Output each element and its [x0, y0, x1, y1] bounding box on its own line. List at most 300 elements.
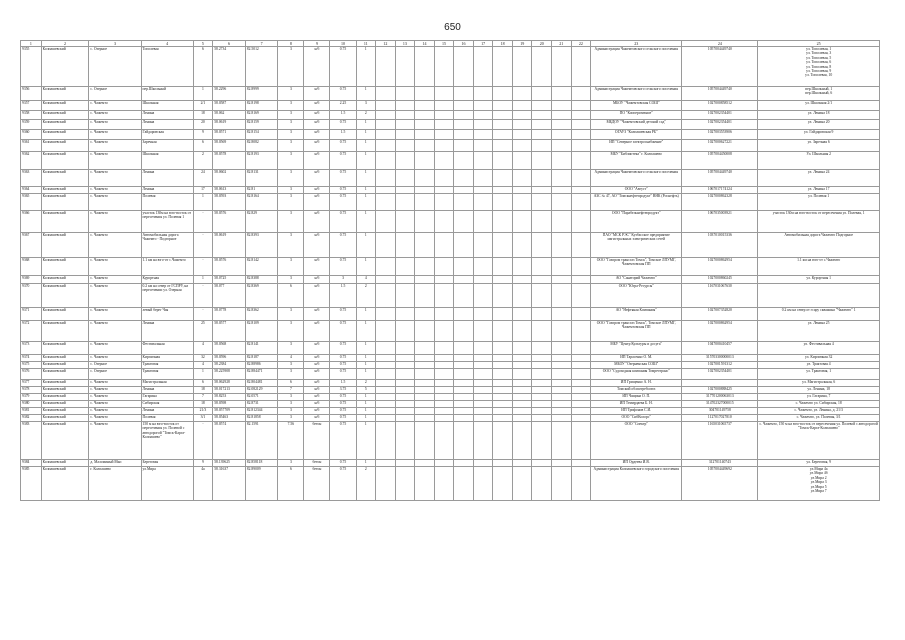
- cell-empty: [454, 258, 474, 276]
- cell-owner: ИП Темирдаева Б. Н.: [591, 401, 682, 408]
- cell-empty: [395, 415, 415, 422]
- cell-house: 17: [193, 187, 213, 194]
- cell-c8: 3: [278, 194, 304, 211]
- cell-c9: н/б: [304, 233, 330, 258]
- cell-empty: [493, 120, 513, 130]
- cell-empty: [493, 362, 513, 369]
- cell-empty: [454, 460, 474, 467]
- cell-lon: 82.8393: [245, 233, 278, 258]
- cell-empty: [571, 460, 591, 467]
- cell-empty: [415, 47, 435, 87]
- cell-c10: 3: [330, 276, 356, 284]
- cell-street: Трактовая: [141, 369, 193, 380]
- cell-house: -: [193, 422, 213, 460]
- cell-sources: с. Чажемто ул. Сибирская, 18: [758, 401, 880, 408]
- cell-empty: [552, 87, 572, 101]
- cell-empty: [376, 422, 396, 460]
- cell-sources: ул. Ленина, 18: [758, 387, 880, 394]
- cell-settlement: с. Озерное: [89, 87, 141, 101]
- cell-empty: [571, 415, 591, 422]
- cell-owner: Томский облпотребсоюз: [591, 387, 682, 394]
- cell-house: -: [193, 284, 213, 308]
- cell-c11: 1: [356, 408, 376, 415]
- cell-c9: н/б: [304, 276, 330, 284]
- cell-empty: [473, 187, 493, 194]
- table-row: [21, 401, 880, 408]
- cell-ogrn: 1057004449692: [682, 467, 758, 501]
- cell-c10: 0.75: [330, 187, 356, 194]
- cell-settlement: с. Чажемто: [89, 415, 141, 422]
- cell-ogrn: 1047000410457: [682, 342, 758, 355]
- cell-empty: [473, 342, 493, 355]
- cell-c11: 1: [356, 187, 376, 194]
- cell-empty: [552, 233, 572, 258]
- cell-house: 9: [193, 460, 213, 467]
- cell-district: Колпашевский: [41, 342, 89, 355]
- cell-empty: [454, 342, 474, 355]
- cell-settlement: с. Чажемто: [89, 120, 141, 130]
- cell-ogrn: 317701200063013: [682, 394, 758, 401]
- cell-c8: 3: [278, 460, 304, 467]
- cell-empty: [415, 460, 435, 467]
- cell-empty: [415, 140, 435, 152]
- cell-owner: АО "Санаторий Чажемто": [591, 276, 682, 284]
- cell-sources: ул. Школьная 2/1: [758, 101, 880, 111]
- cell-owner: МБОУ "Озерненская СОШ": [591, 362, 682, 369]
- cell-district: Колпашевский: [41, 111, 89, 120]
- cell-house: 2/1: [193, 101, 213, 111]
- cell-district: Колпашевский: [41, 211, 89, 233]
- cell-street: Трактовая: [141, 362, 193, 369]
- cell-house: 4а: [193, 467, 213, 501]
- cell-empty: [532, 460, 552, 467]
- cell-empty: [395, 194, 415, 211]
- cell-empty: [493, 170, 513, 187]
- cell-empty: [376, 187, 396, 194]
- cell-empty: [454, 170, 474, 187]
- cell-c8: 3: [278, 120, 304, 130]
- cell-empty: [493, 467, 513, 501]
- cell-district: Колпашевский: [41, 120, 89, 130]
- cell-c11: 1: [356, 258, 376, 276]
- cell-c9: бетон: [304, 460, 330, 467]
- cell-lat: 58.0578: [213, 152, 246, 170]
- cell-lon: 82.858118: [245, 460, 278, 467]
- cell-empty: [571, 422, 591, 460]
- cell-c10: 0.75: [330, 47, 356, 87]
- cell-empty: [493, 284, 513, 308]
- cell-empty: [434, 369, 454, 380]
- cell-c11: 1: [356, 355, 376, 362]
- cell-empty: [415, 415, 435, 422]
- cell-street: Школьная: [141, 152, 193, 170]
- cell-c8: 3: [278, 170, 304, 187]
- cell-c8: 3: [278, 111, 304, 120]
- cell-c11: 2: [356, 111, 376, 120]
- cell-c9: н/б: [304, 170, 330, 187]
- cell-c10: 0.75: [330, 460, 356, 467]
- cell-ogrn: 315703300000013: [682, 355, 758, 362]
- cell-empty: [415, 355, 435, 362]
- cell-empty: [454, 387, 474, 394]
- cell-lat: 58.0587: [213, 101, 246, 111]
- cell-empty: [395, 111, 415, 120]
- cell-district: Колпашевский: [41, 467, 89, 501]
- cell-lon: 82.8141: [245, 342, 278, 355]
- cell-c10: 0.75: [330, 362, 356, 369]
- cell-id: 9376: [21, 369, 42, 380]
- cell-empty: [376, 140, 396, 152]
- cell-lat: 58.0725: [213, 276, 246, 284]
- cell-c8: 3: [278, 152, 304, 170]
- cell-empty: [512, 355, 532, 362]
- cell-c8: 3: [278, 187, 304, 194]
- cell-lon: 82.8154: [245, 130, 278, 140]
- cell-empty: [493, 140, 513, 152]
- cell-ogrn: 1027007352820: [682, 308, 758, 321]
- cell-c10: 0.75: [330, 369, 356, 380]
- cell-empty: [454, 408, 474, 415]
- cell-lat: 58.0602: [213, 170, 246, 187]
- cell-empty: [434, 258, 454, 276]
- cell-empty: [376, 284, 396, 308]
- cell-lon: 82.829: [245, 211, 278, 233]
- cell-empty: [376, 130, 396, 140]
- cell-empty: [415, 101, 435, 111]
- cell-c9: н/б: [304, 342, 330, 355]
- cell-lat: 58.0778: [213, 308, 246, 321]
- cell-street: Ленина: [141, 111, 193, 120]
- column-number: 1: [21, 41, 42, 47]
- cell-empty: [552, 101, 572, 111]
- cell-lon: 82.884471: [245, 369, 278, 380]
- cell-empty: [434, 87, 454, 101]
- cell-empty: [571, 101, 591, 111]
- cell-id: 9379: [21, 394, 42, 401]
- cell-empty: [512, 152, 532, 170]
- cell-house: 1: [193, 369, 213, 380]
- cell-owner: ООО "Газпром трансгаз Томск", Томское ЛПУМГ, Чажемтовская ПП: [591, 321, 682, 342]
- cell-c8: 3: [278, 130, 304, 140]
- cell-c11: 1: [356, 415, 376, 422]
- cell-lat: 58.0619: [213, 233, 246, 258]
- cell-empty: [532, 401, 552, 408]
- cell-empty: [552, 369, 572, 380]
- cell-street: Сибирская: [141, 401, 193, 408]
- cell-ogrn: 1027003553906: [682, 130, 758, 140]
- cell-district: Колпашевский: [41, 284, 89, 308]
- cell-ogrn: 1027000860245: [682, 276, 758, 284]
- cell-street: Ленина: [141, 387, 193, 394]
- cell-lon: 82.81858: [245, 415, 278, 422]
- cell-empty: [512, 211, 532, 233]
- cell-id: 9361: [21, 140, 42, 152]
- cell-district: Колпашевский: [41, 152, 89, 170]
- cell-lon: 82.8731: [245, 401, 278, 408]
- cell-empty: [552, 120, 572, 130]
- cell-empty: [512, 380, 532, 387]
- cell-sources: ул. Гайдаровская 9: [758, 130, 880, 140]
- cell-empty: [415, 211, 435, 233]
- cell-sources: ул. Ленина 17: [758, 187, 880, 194]
- cell-empty: [532, 380, 552, 387]
- cell-empty: [376, 369, 396, 380]
- cell-empty: [415, 342, 435, 355]
- cell-empty: [473, 380, 493, 387]
- cell-lat: 58.2734: [213, 47, 246, 87]
- cell-c10: 1.5: [330, 284, 356, 308]
- table-row: [21, 233, 880, 258]
- column-number: 20: [532, 41, 552, 47]
- cell-empty: [434, 355, 454, 362]
- cell-c9: н/б: [304, 355, 330, 362]
- cell-empty: [552, 415, 572, 422]
- cell-empty: [571, 408, 591, 415]
- cell-empty: [512, 47, 532, 87]
- cell-sources: ул. Курортная 1: [758, 276, 880, 284]
- cell-empty: [376, 394, 396, 401]
- cell-empty: [395, 101, 415, 111]
- cell-lat: 58.0569: [213, 140, 246, 152]
- cell-empty: [571, 362, 591, 369]
- cell-empty: [493, 47, 513, 87]
- cell-c11: 1: [356, 211, 376, 233]
- column-number: 17: [473, 41, 493, 47]
- cell-c9: н/б: [304, 408, 330, 415]
- cell-c11: 1: [356, 362, 376, 369]
- cell-settlement: с. Чажемто: [89, 187, 141, 194]
- cell-lat: 58.077: [213, 284, 246, 308]
- cell-empty: [376, 355, 396, 362]
- column-number: 14: [415, 41, 435, 47]
- cell-empty: [454, 211, 474, 233]
- cell-empty: [571, 140, 591, 152]
- cell-empty: [493, 401, 513, 408]
- cell-lat: 58.0619: [213, 120, 246, 130]
- cell-id: 9372: [21, 321, 42, 342]
- cell-id: 9385: [21, 467, 42, 501]
- table-row: [21, 87, 880, 101]
- cell-owner: ООО "Спектр": [591, 422, 682, 460]
- cell-empty: [512, 258, 532, 276]
- page-number: 650: [444, 22, 461, 33]
- cell-id: 9358: [21, 111, 42, 120]
- cell-empty: [415, 387, 435, 394]
- cell-empty: [571, 47, 591, 87]
- cell-empty: [552, 152, 572, 170]
- cell-empty: [473, 460, 493, 467]
- cell-empty: [415, 408, 435, 415]
- cell-empty: [552, 387, 572, 394]
- cell-sources: ул. Тополевая, 1 ул. Тополевая, 3 ул. Тополевая, 5 ул. Тополевая, 6 ул. Тополевая, 8 ул. Тополевая, 9 ул. Тополевая, 10: [758, 47, 880, 87]
- cell-empty: [415, 284, 435, 308]
- cell-house: -: [193, 308, 213, 321]
- cell-empty: [454, 87, 474, 101]
- cell-empty: [473, 140, 493, 152]
- cell-c8: 3: [278, 211, 304, 233]
- cell-empty: [376, 460, 396, 467]
- cell-empty: [376, 111, 396, 120]
- cell-empty: [552, 284, 572, 308]
- cell-empty: [415, 394, 435, 401]
- cell-empty: [473, 47, 493, 87]
- cell-ogrn: 304701149758: [682, 408, 758, 415]
- cell-empty: [415, 401, 435, 408]
- cell-empty: [512, 467, 532, 501]
- cell-empty: [571, 394, 591, 401]
- cell-empty: [376, 308, 396, 321]
- cell-empty: [434, 394, 454, 401]
- column-number: 24: [682, 41, 758, 47]
- column-number: 19: [512, 41, 532, 47]
- cell-ogrn: 1057004449740: [682, 47, 758, 87]
- cell-empty: [454, 130, 474, 140]
- cell-settlement: с. Чажемто: [89, 422, 141, 460]
- table-row: [21, 355, 880, 362]
- cell-ogrn: 1057004450008: [682, 152, 758, 170]
- table-row: [21, 101, 880, 111]
- cell-empty: [454, 308, 474, 321]
- cell-empty: [454, 140, 474, 152]
- cell-empty: [473, 284, 493, 308]
- cell-c10: 0.75: [330, 152, 356, 170]
- column-number: 13: [395, 41, 415, 47]
- cell-empty: [532, 194, 552, 211]
- cell-empty: [376, 87, 396, 101]
- cell-street: Курортная: [141, 276, 193, 284]
- cell-empty: [454, 467, 474, 501]
- cell-c8: 3: [278, 258, 304, 276]
- cell-empty: [493, 194, 513, 211]
- cell-c9: н/б: [304, 187, 330, 194]
- cell-c9: н/б: [304, 308, 330, 321]
- cell-empty: [473, 101, 493, 111]
- cell-settlement: с. Чажемто: [89, 342, 141, 355]
- cell-empty: [395, 460, 415, 467]
- cell-settlement: с. Озерное: [89, 369, 141, 380]
- cell-c8: 7.56: [278, 422, 304, 460]
- cell-district: Колпашевский: [41, 422, 89, 460]
- cell-c9: н/б: [304, 140, 330, 152]
- cell-street: Ленина: [141, 187, 193, 194]
- cell-id: 9371: [21, 308, 42, 321]
- cell-empty: [376, 408, 396, 415]
- table-row: [21, 369, 880, 380]
- cell-empty: [395, 233, 415, 258]
- cell-empty: [415, 187, 435, 194]
- cell-house: -: [193, 233, 213, 258]
- cell-district: Колпашевский: [41, 130, 89, 140]
- cell-settlement: д. Маломиный Мыс: [89, 460, 141, 467]
- cell-lon: 82.8198: [245, 101, 278, 111]
- cell-owner: ООО "Судоходная компания Томречтранс": [591, 369, 682, 380]
- cell-house: 21/3: [193, 408, 213, 415]
- cell-lon: 82.8109: [245, 321, 278, 342]
- cell-empty: [454, 415, 474, 422]
- column-number: 6: [213, 41, 246, 47]
- cell-ogrn: 1027000862328: [682, 194, 758, 211]
- cell-empty: [552, 408, 572, 415]
- cell-settlement: с. Чажемто: [89, 258, 141, 276]
- cell-empty: [532, 120, 552, 130]
- cell-empty: [571, 194, 591, 211]
- column-number: 2: [41, 41, 89, 47]
- cell-settlement: с. Чажемто: [89, 170, 141, 187]
- cell-empty: [552, 187, 572, 194]
- cell-empty: [434, 308, 454, 321]
- cell-empty: [512, 415, 532, 422]
- cell-empty: [376, 211, 396, 233]
- cell-empty: [512, 194, 532, 211]
- column-number: 3: [89, 41, 141, 47]
- cell-empty: [415, 194, 435, 211]
- cell-empty: [473, 408, 493, 415]
- cell-owner: АЗС № 47, АО "Томскнефтепродукт" ВНК (Роснефть): [591, 194, 682, 211]
- cell-empty: [512, 394, 532, 401]
- cell-empty: [434, 408, 454, 415]
- cell-empty: [376, 467, 396, 501]
- cell-street: Полевая: [141, 415, 193, 422]
- cell-empty: [552, 194, 572, 211]
- cell-owner: ПО "Кооперативное": [591, 111, 682, 120]
- cell-district: Колпашевский: [41, 276, 89, 284]
- cell-empty: [571, 401, 591, 408]
- cell-lon: 82.8142: [245, 258, 278, 276]
- cell-lat: 58.0596: [213, 355, 246, 362]
- cell-street: ул.Мира: [141, 467, 193, 501]
- table-row: [21, 415, 880, 422]
- cell-empty: [571, 380, 591, 387]
- cell-id: 9378: [21, 387, 42, 394]
- table-row: [21, 187, 880, 194]
- cell-sources: ул. Гагарина, 7: [758, 394, 880, 401]
- cell-empty: [512, 276, 532, 284]
- cell-settlement: с. Чажемто: [89, 211, 141, 233]
- cell-empty: [473, 394, 493, 401]
- cell-c11: 1: [356, 460, 376, 467]
- cell-empty: [454, 401, 474, 408]
- cell-empty: [552, 401, 572, 408]
- cell-ogrn: 1167031067630: [682, 284, 758, 308]
- cell-empty: [395, 130, 415, 140]
- cell-empty: [376, 342, 396, 355]
- cell-id: 9384: [21, 460, 42, 467]
- cell-street: Гагарина: [141, 394, 193, 401]
- cell-empty: [512, 87, 532, 101]
- cell-c10: 0.75: [330, 394, 356, 401]
- cell-owner: ИП Чащина О. П.: [591, 394, 682, 401]
- cell-id: 9381: [21, 408, 42, 415]
- table-row: [21, 140, 880, 152]
- cell-owner: ООО "Югра-Ресурсы": [591, 284, 682, 308]
- cell-house: 18: [193, 387, 213, 394]
- cell-empty: [473, 355, 493, 362]
- cell-house: 1: [193, 87, 213, 101]
- cell-id: 9363: [21, 170, 42, 187]
- cell-c11: 1: [356, 47, 376, 87]
- cell-empty: [532, 394, 552, 401]
- cell-sources: ул. Заречная 6: [758, 140, 880, 152]
- cell-c10: 0.75: [330, 408, 356, 415]
- cell-c11: 1: [356, 130, 376, 140]
- cell-empty: [376, 152, 396, 170]
- column-number: 9: [304, 41, 330, 47]
- cell-empty: [512, 408, 532, 415]
- cell-id: 9356: [21, 87, 42, 101]
- cell-sources: с. Чажемто, ул. Полевая, 3/1: [758, 415, 880, 422]
- cell-empty: [512, 387, 532, 394]
- cell-settlement: с. Чажемто: [89, 101, 141, 111]
